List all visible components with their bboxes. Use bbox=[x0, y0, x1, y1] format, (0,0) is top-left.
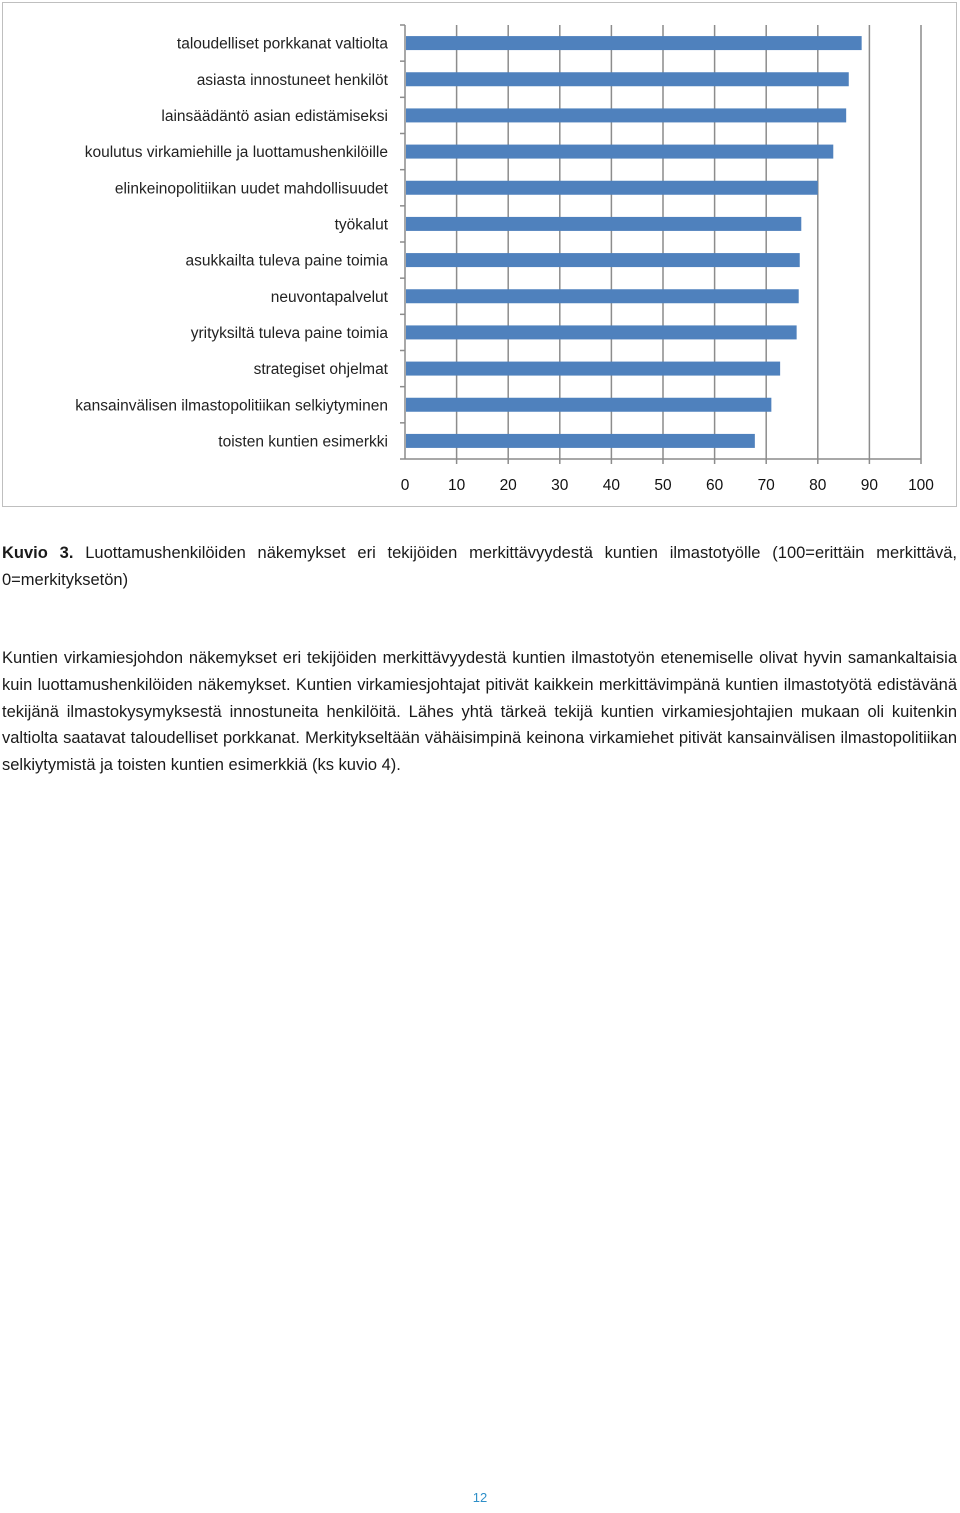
x-tick-label: 50 bbox=[654, 477, 672, 494]
chart-container bbox=[2, 2, 957, 507]
figure-number: Kuvio 3. bbox=[2, 544, 74, 562]
category-label: työkalut bbox=[334, 216, 388, 234]
x-tick-label: 70 bbox=[757, 477, 775, 494]
x-tick-label: 60 bbox=[705, 477, 724, 494]
category-label: toisten kuntien esimerkki bbox=[218, 433, 388, 451]
x-tick-label: 20 bbox=[499, 477, 517, 494]
page-number: 12 bbox=[472, 1490, 488, 1505]
bar bbox=[406, 72, 849, 86]
category-label: koulutus virkamiehille ja luottamushenkilöille bbox=[84, 144, 388, 162]
category-label: neuvontapalvelut bbox=[270, 288, 388, 306]
category-label: asiasta innostuneet henkilöt bbox=[196, 71, 388, 89]
x-tick-label: 100 bbox=[908, 477, 934, 494]
category-label: strategiset ohjelmat bbox=[253, 361, 388, 379]
x-tick-label: 90 bbox=[860, 477, 879, 494]
category-label: yrityksiltä tuleva paine toimia bbox=[190, 324, 388, 342]
category-label: taloudelliset porkkanat valtiolta bbox=[176, 35, 388, 53]
bar bbox=[406, 145, 833, 159]
x-tick-label: 10 bbox=[447, 477, 466, 494]
x-tick-label: 30 bbox=[551, 477, 569, 494]
bar bbox=[406, 181, 818, 195]
category-labels bbox=[75, 36, 388, 451]
bar bbox=[406, 362, 780, 376]
bar bbox=[406, 289, 799, 303]
bar bbox=[406, 253, 800, 267]
figure-caption bbox=[2, 540, 957, 594]
bar bbox=[406, 36, 862, 50]
bar-chart bbox=[3, 3, 958, 508]
category-label: kansainvälisen ilmastopolitiikan selkiytyminen bbox=[75, 397, 388, 415]
bars bbox=[406, 36, 862, 448]
category-label: elinkeinopolitiikan uudet mahdollisuudet bbox=[114, 180, 388, 198]
category-label: lainsäädäntö asian edistämiseksi bbox=[161, 107, 388, 125]
x-tick-label: 40 bbox=[602, 477, 621, 494]
figure-caption-text: Luottamushenkilöiden näkemykset eri tekijöiden merkittävyydestä kuntien ilmastotyölle (100=erittäin merkittävä, 0=merkityksetön) bbox=[2, 544, 957, 589]
bar bbox=[406, 434, 755, 448]
x-tick-label: 0 bbox=[400, 477, 410, 494]
bar bbox=[406, 325, 797, 339]
category-label: asukkailta tuleva paine toimia bbox=[185, 252, 388, 270]
bar bbox=[406, 217, 801, 231]
x-tick-labels bbox=[401, 477, 935, 494]
bar bbox=[406, 398, 771, 412]
axes bbox=[400, 25, 921, 459]
bar bbox=[406, 108, 846, 122]
x-tick-label: 80 bbox=[809, 477, 827, 494]
body-paragraph: Kuntien virkamiesjohdon näkemykset eri tekijöiden merkittävyydestä kuntien ilmastotyön etenemiselle olivat hyvin samankaltaisia kuin luottamushenkilöiden näkemykset. Kuntien virkamiesjohtajat pitivät kaikkein merkittävimpänä kuntien ilmastotyötä edistävänä tekijänä ilmastokysymyksestä innostuneita henkilöitä. Lähes yhtä tärkeä tekijä kuntien virkamiesjohtajien mukaan oli kuitenkin valtiolta saatavat taloudelliset porkkanat. Merkitykseltään vähäisimpinä keinona virkamiehet pitivät kansainvälisen ilmastopolitiikan selkiytymistä ja toisten kuntien esimerkkiä (ks kuvio 4). bbox=[2, 649, 957, 775]
